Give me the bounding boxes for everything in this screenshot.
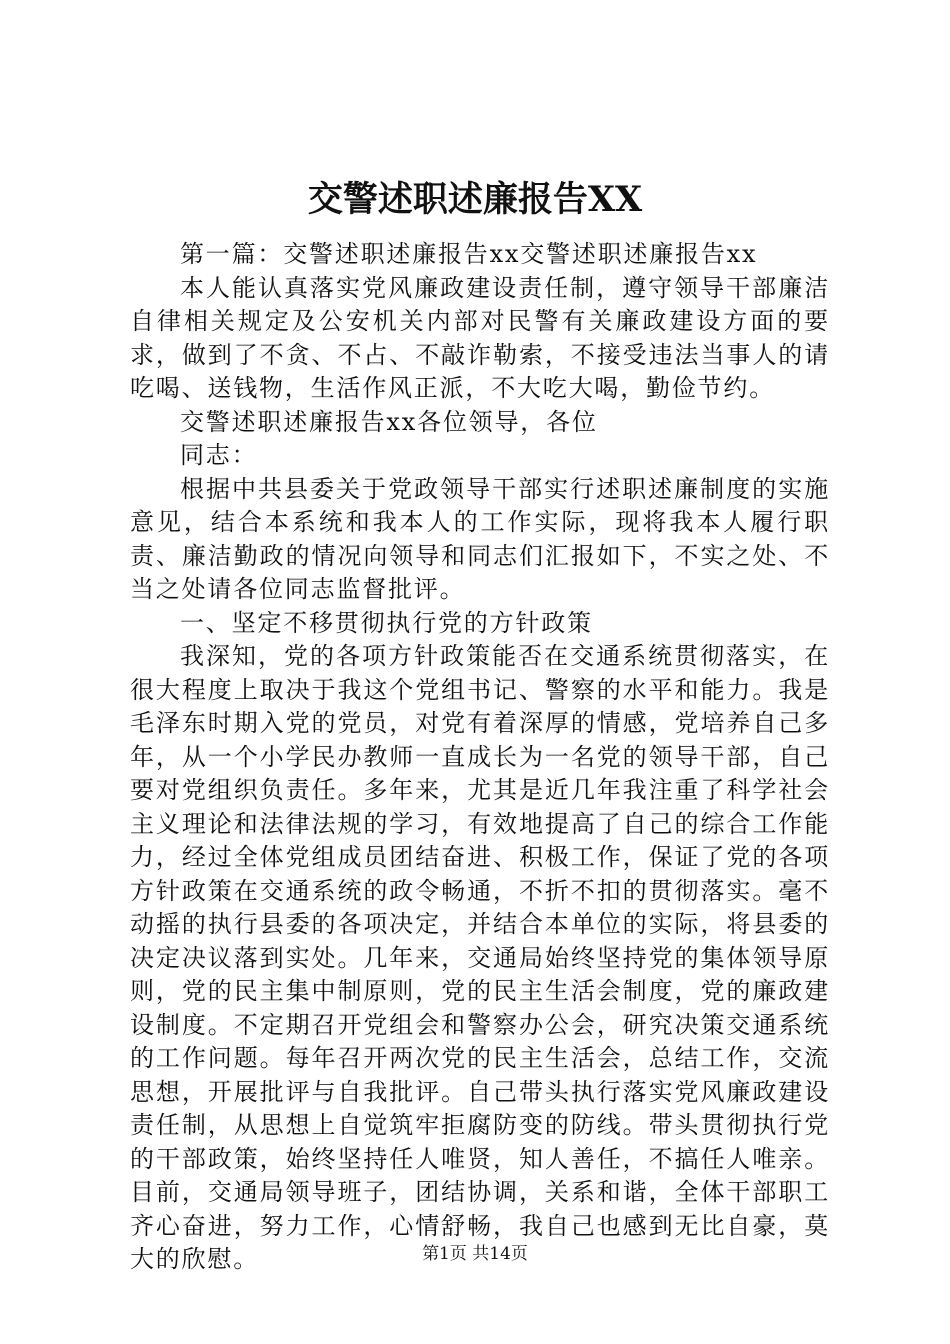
paragraph-salutation-continued: 同志： xyxy=(180,441,258,469)
section-heading-1: 一、坚定不移贯彻执行党的方针政策 xyxy=(180,608,593,637)
paragraph-section-1-body: 我深知，党的各项方针政策能否在交通系统贯彻落实，在很大程度上取决于我这个党组书记、警察的水平和能力。我是毛泽东时期入党的党员，对党有着深厚的情感，党培养自己多年，从一个小学民办教师一直成长为一名党的领导干部，自己要对党组织负责任。多年来，尤其是近几年我注重了科学社会主义理论和法律法规的学习，有效地提高了自己的综合工作能力，经过全体党组成员团结奋进、积极工作，保证了党的各项方针政策在交通系统的政令畅通，不折不扣的贯彻落实。毫不动摇的执行县委的各项决定，并结合本单位的实际，将县委的决定决议落到实处。几年来，交通局始终坚持党的集体领导原则，党的民主集中制原则，党的民主生活会制度，党的廉政建设制度。不定期召开党组会和警察办公会，研究决策交通系统的工作问题。每年召开两次党的民主生活会，总结工作，交流思想，开展批评与自我批评。自己带头执行落实党风廉政建设责任制，从思想上自觉筑牢拒腐防变的防线。带头贯彻执行党的干部政策，始终坚持任人唯贤，知人善任，不搞任人唯亲。目前，交通局领导班子，团结协调，关系和谐，全体干部职工齐心奋进，努力工作，心情舒畅，我自己也感到无比自豪，莫大的欣慰。 xyxy=(130,642,830,1273)
paragraph-heading-first-article: 第一篇：交警述职述廉报告xx交警述职述廉报告xx xyxy=(180,240,758,268)
paragraph-introduction: 根据中共县委关于党政领导干部实行述职述廉制度的实施意见，结合本系统和我本人的工作实际，现将我本人履行职责、廉洁勤政的情况向领导和同志们汇报如下，不实之处、不当之处请各位同志监督批评。 xyxy=(130,474,830,603)
document-title: 交警述职述廉报告XX xyxy=(307,179,643,220)
paragraph-salutation: 交警述职述廉报告xx各位领导，各位 xyxy=(180,407,598,436)
paragraph-integrity-statement: 本人能认真落实党风廉政建设责任制，遵守领导干部廉洁自律相关规定及公安机关内部对民警有关廉政建设方面的要求，做到了不贪、不占、不敲诈勒索，不接受违法当事人的请吃喝、送钱物，生活作风正派，不大吃大喝，勤俭节约。 xyxy=(130,273,830,402)
page-number-footer: 第1页 共14页 xyxy=(422,1244,528,1264)
document-body xyxy=(130,238,830,1277)
